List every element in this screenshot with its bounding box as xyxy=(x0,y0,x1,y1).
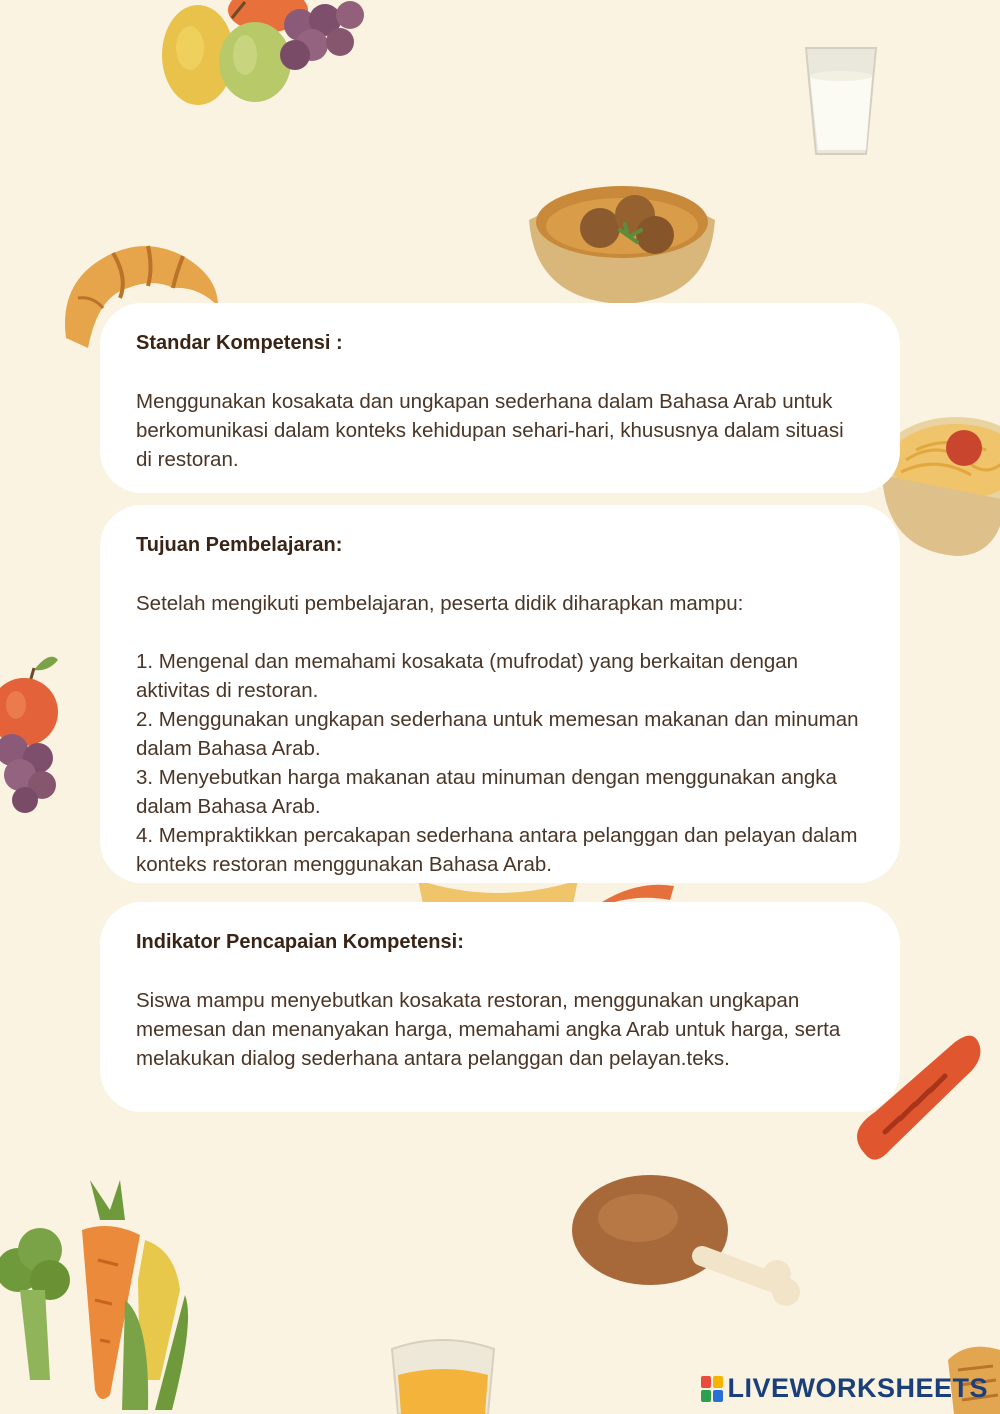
milk-glass-icon xyxy=(800,42,882,160)
chicken-leg-icon xyxy=(572,1170,802,1315)
meatball-bowl-icon xyxy=(525,180,720,305)
list-item: 1. Mengenal dan memahami kosakata (mufrodat) yang berkaitan dengan aktivitas di restoran. xyxy=(136,650,799,702)
standar-kompetensi-heading: Standar Kompetensi : xyxy=(136,332,343,354)
indikator-body: Siswa mampu menyebutkan kosakata restoran, menggunakan ungkapan memesan dan menanyakan harga, memahami angka Arab untuk harga, serta melakukan dialog sederhana antara pelanggan dan pelayan.teks. xyxy=(136,989,841,1070)
list-item: 2. Menggunakan ungkapan sederhana untuk memesan makanan dan minuman dalam Bahasa Arab. xyxy=(136,708,859,760)
indikator-heading: Indikator Pencapaian Kompetensi: xyxy=(136,931,464,953)
liveworksheets-wordmark: LIVEWORKSHEETS xyxy=(727,1373,988,1403)
list-item: 3. Menyebutkan harga makanan atau minuman dengan menggunakan angka dalam Bahasa Arab. xyxy=(136,766,837,818)
fruit-cluster-icon xyxy=(150,0,370,115)
indikator-card xyxy=(100,902,900,1112)
tujuan-pembelajaran-list xyxy=(136,647,864,879)
liveworksheets-logo[interactable] xyxy=(701,1373,988,1404)
carrot-icon xyxy=(598,880,678,904)
tujuan-pembelajaran-intro: Setelah mengikuti pembelajaran, peserta didik diharapkan mampu: xyxy=(136,592,744,615)
list-item: 4. Mempraktikkan percakapan sederhana antara pelanggan dan pelayan dalam konteks restoran menggunakan Bahasa Arab. xyxy=(136,824,858,876)
tujuan-pembelajaran-heading: Tujuan Pembelajaran: xyxy=(136,534,343,556)
liveworksheets-logo-icon xyxy=(701,1376,723,1402)
tujuan-pembelajaran-card xyxy=(100,505,900,883)
juice-glass-icon xyxy=(388,1335,498,1414)
standar-kompetensi-card xyxy=(100,303,900,493)
vegetables-icon xyxy=(0,1180,200,1414)
standar-kompetensi-body: Menggunakan kosakata dan ungkapan sederhana dalam Bahasa Arab untuk berkomunikasi dalam konteks kehidupan sehari-hari, khususnya dalam situasi di restoran. xyxy=(136,390,844,471)
apple-grapes-icon xyxy=(0,650,62,815)
